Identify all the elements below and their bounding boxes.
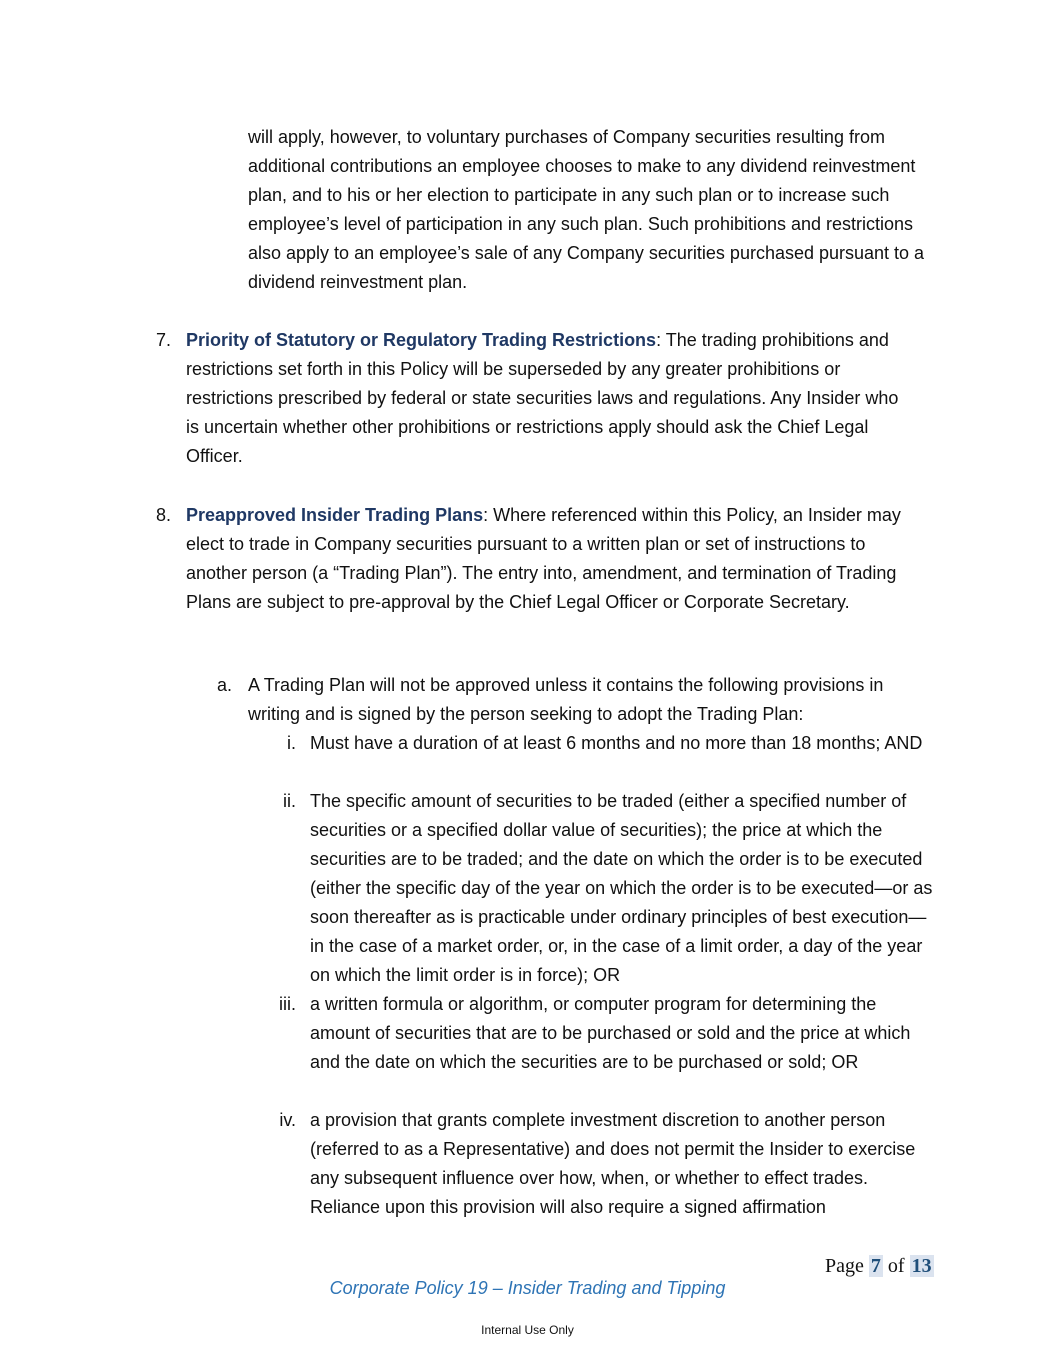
section-7-heading: Priority of Statutory or Regulatory Trading Restrictions xyxy=(186,330,657,350)
item-a-text: A Trading Plan will not be approved unless it contains the following provisions in writing and is signed by the person seeking to adopt the Trading Plan: xyxy=(248,675,884,724)
subitem-text: a written formula or algorithm, or computer program for determining the amount of securities that are to be purchased or sold and the price at which and the date on which the securities are to be purchased or sold; OR xyxy=(310,994,911,1072)
footer-title: Corporate Policy 19 – Insider Trading and Tipping xyxy=(329,1278,726,1298)
subitem-text: Must have a duration of at least 6 months and no more than 18 months; AND xyxy=(310,733,923,753)
page-number xyxy=(825,1252,934,1280)
of-word: of xyxy=(887,1255,905,1277)
section-8-number: 8. xyxy=(156,505,172,525)
subitem-label: ii. xyxy=(283,791,296,811)
section-7-body: : The trading prohibitions and restrictions set forth in this Policy will be superseded by any greater prohibitions or restrictions prescribed by federal or state securities laws and regulations. Any Insider who is uncertain whether other prohibitions or restrictions apply should ask the Chief Legal Officer. xyxy=(186,330,899,466)
page-word: Page xyxy=(825,1255,864,1277)
footer-note: Internal Use Only xyxy=(481,1323,574,1337)
subitem-label: iv. xyxy=(279,1110,296,1130)
page-current: 7 xyxy=(870,1255,881,1277)
page-total: 13 xyxy=(911,1255,932,1277)
item-a-label: a. xyxy=(217,675,233,695)
section-8-heading: Preapproved Insider Trading Plans xyxy=(186,505,484,525)
subitem-label: i. xyxy=(287,733,296,753)
section-8-body: : Where referenced within this Policy, an Insider may elect to trade in Company securities pursuant to a written plan or set of instructions to another person (a “Trading Plan”). The entry into, amendment, and termination of Trading Plans are subject to pre-approval by the Chief Legal Officer or Corporate Secretary. xyxy=(186,505,901,612)
section-7-number: 7. xyxy=(156,330,172,350)
section-8 xyxy=(186,501,931,617)
subitem-text: a provision that grants complete investment discretion to another person (referred to as a Representative) and does not permit the Insider to exercise any subsequent influence over how, when, or whether to effect trades. Reliance upon this provision will also require a signed affirmation xyxy=(310,1110,916,1217)
section-7 xyxy=(186,326,916,471)
subitem-label: iii. xyxy=(279,994,296,1014)
subitem-text: The specific amount of securities to be traded (either a specified number of securities or a specified dollar value of securities); the price at which the securities are to be traded; and the date on which the order is to be executed (either the specific day of the year on which the order is to be executed—or as soon thereafter as is practicable under ordinary principles of best execution—in the case of a market order, or, in the case of a limit order, a day of the year on which the limit order is in force); OR xyxy=(310,791,933,985)
continuation-paragraph: will apply, however, to voluntary purchases of Company securities resulting from additional contributions an employee chooses to make to any dividend reinvestment plan, and to his or her election to participate in any such plan or to increase such employee’s level of participation in any such plan. Such prohibitions and restrictions also apply to an employee’s sale of any Company securities purchased pursuant to a dividend reinvestment plan. xyxy=(248,127,925,292)
